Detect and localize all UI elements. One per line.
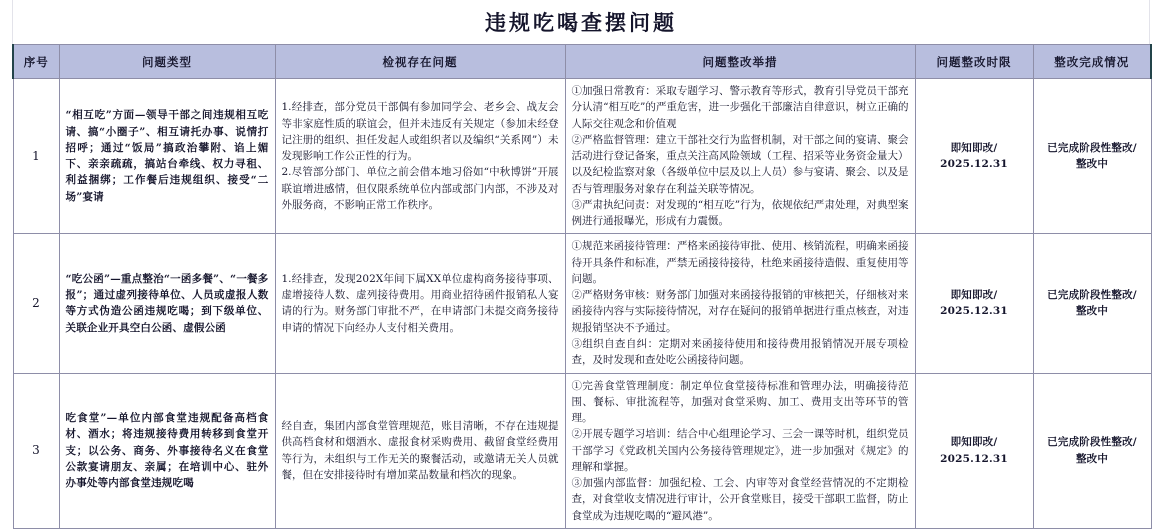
column-header-measures[interactable]: 问题整改举措 (565, 45, 915, 79)
measure-paragraph: ②开展专题学习培训：结合中心组理论学习、三会一课等时机，组织党员干部学习《党政机关国内公务接待管理规定》，进一步加强对《规定》的理解和掌握。 (571, 428, 909, 473)
page-title: 违规吃喝查摆问题 (485, 10, 677, 35)
deadline-line-2: 2025.12.31 (940, 452, 1008, 465)
cell-measures[interactable] (565, 373, 915, 528)
cell-issue[interactable] (275, 234, 565, 373)
cell-measures[interactable] (565, 79, 915, 234)
table-row (13, 373, 1151, 528)
measure-paragraph: ①加强日常教育：采取专题学习、警示教育等形式，教育引导党员干部充分认清“相互吃”的严重危害，进一步强化干部廉洁自律意识，树立正确的人际交往观念和价值观 (571, 85, 909, 130)
column-header-status[interactable]: 整改完成情况 (1033, 45, 1151, 79)
column-header-deadline[interactable]: 问题整改时限 (915, 45, 1033, 79)
cell-deadline[interactable] (915, 234, 1033, 373)
measure-paragraph: ③加强内部监督：加强纪检、工会、内审等对食堂经营情况的不定期检查，对食堂收支情况进行审计，公开食堂账目，接受干部职工监督，防止食堂成为违规吃喝的“避风港”。 (571, 477, 909, 522)
cell-status[interactable] (1033, 373, 1151, 528)
cell-measures[interactable] (565, 234, 915, 373)
deadline-line-1: 即知即改/ (950, 436, 998, 449)
status-line-1: 已完成阶段性整改/ (1047, 289, 1137, 302)
cell-status[interactable] (1033, 79, 1151, 234)
deadline-line-1: 即知即改/ (950, 289, 998, 302)
cell-type[interactable]: “相互吃”方面—领导干部之间违规相互吃请、搞“小圈子”、相互请托办事、说情打招呼；通过“饭局”搞政治攀附、谄上媚下、亲亲疏疏，搞站台牵线、权力寻租、利益捆绑；工作餐后违规组织、接受“二场”宴请 (59, 79, 275, 234)
status-line-1: 已完成阶段性整改/ (1047, 436, 1137, 449)
status-line-2: 整改中 (1075, 452, 1109, 465)
issue-paragraph: 1.经排查，部分党员干部偶有参加同学会、老乡会、战友会等非家庭性质的联谊会，但并未违反有关规定（参加未经登记注册的组织、担任发起人或组织者以及编织“关系网”）未发现影响工作公正性的行为。 (281, 101, 559, 163)
table-header-row (13, 45, 1151, 79)
deadline-line-1: 即知即改/ (950, 141, 998, 154)
measure-paragraph: ③严肃执纪问责：对发现的“相互吃”行为，依规依纪严肃处理，对典型案例进行通报曝光，形成有力震慑。 (571, 198, 909, 228)
table-row (13, 79, 1151, 234)
cell-seq[interactable]: 3 (13, 373, 59, 528)
cell-deadline[interactable] (915, 373, 1033, 528)
cell-type[interactable]: 吃食堂”—单位内部食堂违规配备高档食材、酒水；将违规接待费用转移到食堂开支；以公务、商务、外事接待名义在食堂公款宴请朋友、亲属；在培训中心、驻外办事处等内部食堂违规吃喝 (59, 373, 275, 528)
measure-paragraph: ①规范来函接待管理：严格来函接待审批、使用、核销流程，明确来函接待开具条件和标准，严禁无函接待接待，杜绝来函接待造假、重复使用等问题。 (571, 240, 909, 285)
measure-paragraph: ①完善食堂管理制度：制定单位食堂接待标准和管理办法，明确接待范围、餐标、审批流程等，加强对食堂采购、加工、费用支出等环节的管理。 (571, 379, 909, 425)
cell-deadline[interactable] (915, 79, 1033, 234)
status-line-1: 已完成阶段性整改/ (1047, 141, 1137, 154)
deadline-line-2: 2025.12.31 (940, 158, 1008, 171)
issue-paragraph: 经自查，集团内部食堂管理规范，账目清晰，不存在违规提供高档食材和烟酒水、虚报食材采购费用、截留食堂经费用等行为，未组织与工作无关的聚餐活动，或邀请无关人员就餐，但在安排接待时有增加菜品数量和档次的现象。 (281, 420, 559, 481)
cell-issue[interactable] (275, 79, 565, 234)
column-header-issue[interactable]: 检视存在问题 (275, 45, 565, 79)
status-line-2: 整改中 (1075, 158, 1109, 171)
table-row (13, 234, 1151, 373)
cell-status[interactable] (1033, 234, 1151, 373)
measure-paragraph: ②严格财务审核：财务部门加强对来函接待报销的审核把关，仔细核对来函接待内容与实际接待情况，对存在疑问的报销单据进行重点核查，对违规报销坚决不予通过。 (571, 289, 909, 334)
table-header (13, 45, 1151, 79)
issue-paragraph: 1.经排查，发现202X年间下属XX单位虚构商务接待事项、虚增接待人数、虚列接待费用。用商业招待函件报销私人宴请的行为。财务部门审批不严，在申请部门未提交商务接待申请的情况下向经办人支付相关费用。 (281, 272, 559, 334)
status-line-2: 整改中 (1075, 305, 1109, 318)
measure-paragraph: ③组织自查自纠：定期对来函接待使用和接待费用报销情况开展专项检查，及时发现和查处吃公函接待问题。 (571, 337, 909, 367)
column-header-type[interactable]: 问题类型 (59, 45, 275, 79)
cell-seq[interactable]: 2 (13, 234, 59, 373)
table-body (13, 79, 1151, 529)
cell-issue[interactable] (275, 373, 565, 528)
document-title-bar (12, 0, 1150, 44)
cell-type[interactable]: “吃公函”—重点整治“一函多餐”、“一餐多报”；通过虚列接待单位、人员或虚报人数等方式伪造公函违规吃喝；到下级单位、关联企业开具空白公函、虚假公函 (59, 234, 275, 373)
cell-seq[interactable]: 1 (13, 79, 59, 234)
deadline-line-2: 2025.12.31 (940, 305, 1008, 318)
issues-table (12, 44, 1152, 529)
column-header-seq[interactable]: 序号 (13, 45, 59, 79)
issue-paragraph: 2.尽管部分部门、单位之前会借本地习俗如“中秋博饼”开展联谊增进感情，但仅限系统单位内部或部门内部，不涉及对外服务商，不影响正常工作秩序。 (281, 166, 559, 211)
measure-paragraph: ②严格监督管理：建立干部社交行为监督机制，对干部之间的宴请、聚会活动进行登记备案，重点关注高风险领域（工程、招采等业务资金量大）以及纪检监察对象（各级单位中层及以上人员）参与宴请、聚会、以及是否与管理服务对象存在利益关联等情况。 (571, 133, 909, 195)
